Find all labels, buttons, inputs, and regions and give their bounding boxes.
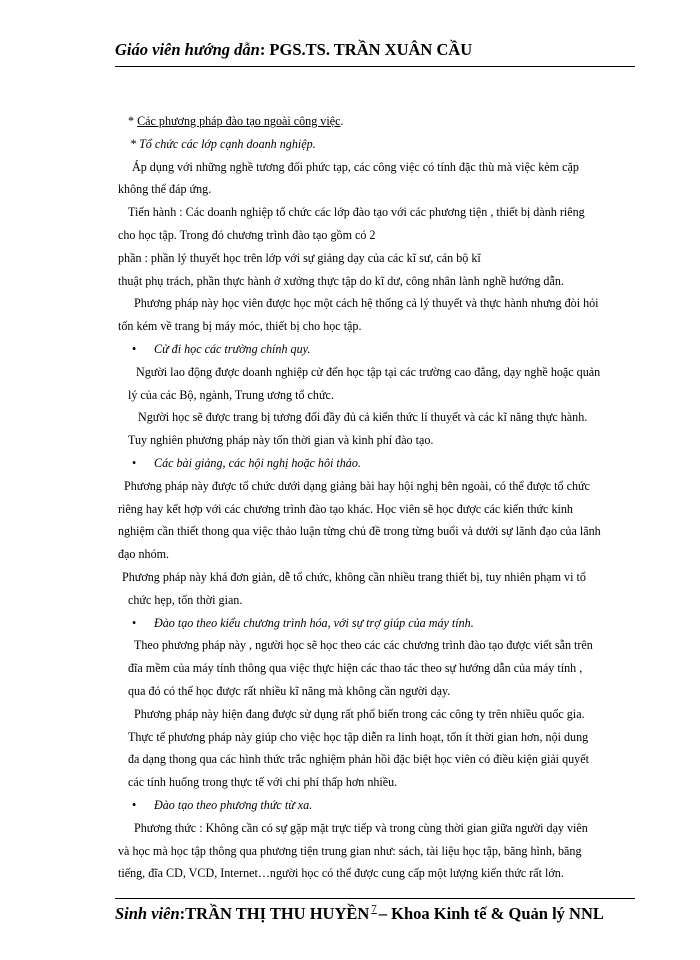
text-line: cho học tập. Trong đó chương trình đào tạo gồm có 2 (118, 227, 376, 242)
section-heading: Các phương pháp đào tạo ngoài công việc (137, 114, 341, 128)
subsection-heading: * Tổ chức các lớp cạnh doanh nghiệp. (130, 136, 316, 151)
text-line: Tuy nghiên phương pháp này tốn thời gian và kinh phí đào tạo. (128, 433, 434, 448)
bullet-item (118, 338, 633, 361)
text-line: Người lao động được doanh nghiệp cử đến học tập tại các trường cao đẳng, dạy nghề hoặc quản (136, 364, 601, 379)
header-advisor-name: : PGS.TS. TRẦN XUÂN CẦU (259, 40, 473, 59)
page-header (115, 40, 635, 67)
bullet-item (118, 452, 633, 475)
bullet-icon: • (132, 455, 137, 470)
text-line: Thực tế phương pháp này giúp cho việc học tập diễn ra linh hoạt, tốn ít thời gian hơn, nội dung (128, 729, 589, 744)
text-line: thuật phụ trách, phần thực hành ở xưởng thực tập do kĩ dư, công nhân lành nghề hướng dẫn. (118, 273, 564, 288)
bullet-heading: Các bài giảng, các hội nghị hoặc hôi thảo. (154, 455, 361, 470)
text-line: phần : phần lý thuyết học trên lớp với sự giảng dạy của các kĩ sư, cán bộ kĩ (118, 250, 481, 265)
text-line: lý của các Bộ, ngành, Trung ương tổ chức. (128, 387, 334, 402)
text-line: Phương pháp này khá đơn giản, dễ tổ chức, không cần nhiều trang thiết bị, tuy nhiên phạm vi tổ (122, 569, 586, 584)
text-line: Phương pháp này được tổ chức dưới dạng giảng bài hay hội nghị bên ngoài, có thể được tổ chức (124, 478, 590, 493)
page-footer (115, 898, 635, 924)
text-line: không thể đáp ứng. (118, 182, 212, 197)
text-line: Theo phương pháp này , người học sẽ học theo các các chương trình đào tạo được viết sẵn trên (134, 638, 593, 653)
text-line: đa dạng thong qua các hình thức trắc nghiệm phản hồi đặc biệt học viên có điều kiện giải quyết (128, 752, 589, 767)
text-line: nghiệm cần thiết thong qua việc thảo luận từng chủ đề trong từng buổi và dưới sự lãnh đạo của lãnh (118, 524, 601, 539)
text-line: Phương pháp này hiện đang được sử dụng rất phổ biến trong các công ty trên nhiều quốc gia. (134, 706, 585, 721)
bullet-icon: • (132, 341, 137, 356)
footer-label: Sinh viên (115, 904, 180, 923)
text-line: Áp dụng với những nghề tương đối phức tạp, các công việc có tính đặc thù mà việc kèm cặp (132, 159, 579, 174)
text-line: Phương pháp này học viên được học một cách hệ thống cả lý thuyết và thực hành nhưng đòi hỏi (134, 296, 599, 311)
bullet-icon: • (132, 615, 137, 630)
header-label: Giáo viên hướng dẫn (115, 40, 260, 59)
text-line: chức hẹp, tốn thời gian. (128, 592, 243, 607)
text-line: riêng hay kết hợp với các chương trình đào tạo khác. Học viên sẽ học được các kiến thức kinh (118, 501, 573, 516)
bullet-item (118, 794, 633, 817)
bullet-heading: Đào tạo theo kiểu chương trình hóa, với sự trợ giúp của máy tính. (154, 615, 474, 630)
bullet-item (118, 612, 633, 635)
text-line: đĩa mềm của máy tính thông qua việc thực hiện các thao tác theo sự hướng dẫn của máy tính , (128, 661, 583, 676)
footer-department: – Khoa Kinh tế & Quản lý NNL (378, 904, 604, 923)
page-number: 7 (371, 903, 377, 915)
bullet-heading: Cử đi học các trường chính quy. (154, 341, 311, 356)
text-line: các tính huống trong thực tế với chi phí thấp hơn nhiều. (128, 775, 398, 790)
text-line: qua đó có thể học được rất nhiều kĩ năng mà không cần người dạy. (128, 683, 451, 698)
text-line: Tiến hành : Các doanh nghiệp tổ chức các lớp đào tạo với các phương tiện , thiết bị dành riêng (128, 205, 585, 220)
footer-student-name: :TRẦN THỊ THU HUYỀN (179, 904, 370, 923)
text-line: * Các phương pháp đào tạo ngoài công việc. (128, 114, 344, 128)
text-line: đạo nhóm. (118, 547, 170, 562)
document-body (118, 110, 633, 885)
text-line: tiếng, đĩa CD, VCD, Internet…người học có thể được cung cấp một lượng kiến thức rất lớn. (118, 866, 564, 881)
text-line: và học mà học tập thông qua phương tiện trung gian như: sách, tài liệu học tập, băng hình, băng (118, 843, 582, 858)
text-line: Người học sẽ được trang bị tương đối đầy đủ cả kiến thức lí thuyết và các kĩ năng thực hành. (138, 410, 588, 425)
text-line: Phương thức : Không cần có sự gặp mặt trực tiếp và trong cùng thời gian giữa người dạy viên (134, 820, 588, 835)
bullet-heading: Đào tạo theo phương thức từ xa. (154, 797, 313, 812)
text-line: tốn kém về trang bị máy móc, thiết bị cho học tập. (118, 319, 362, 334)
bullet-icon: • (132, 797, 137, 812)
